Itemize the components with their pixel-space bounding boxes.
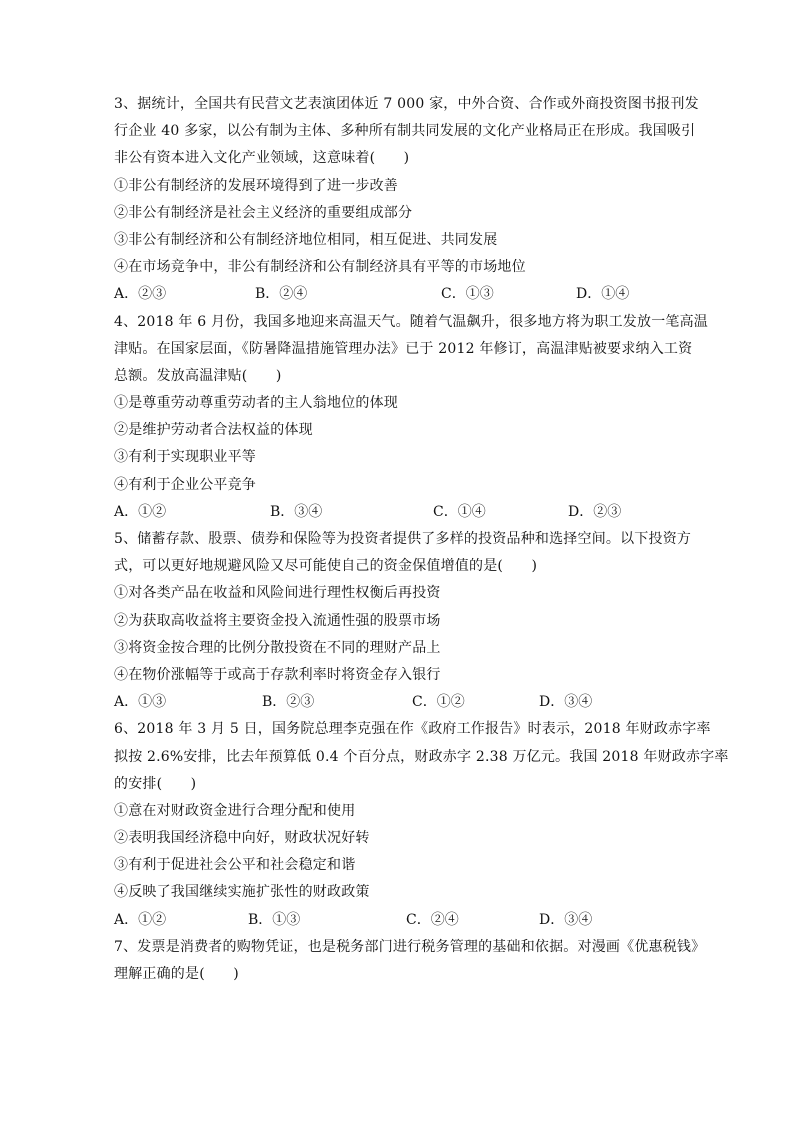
statement-item: ③将资金按合理的比例分散投资在不同的理财产品上: [114, 639, 441, 656]
statement-item: ③有利于实现职业平等: [114, 449, 256, 466]
option-d: D．③④: [539, 911, 593, 928]
statement-item: ④有利于企业公平竞争: [114, 476, 256, 493]
statement-item: ①是尊重劳动尊重劳动者的主人翁地位的体现: [114, 395, 398, 412]
statement-item: ③有利于促进社会公平和社会稳定和谐: [114, 857, 356, 874]
question-stem-line: 式，可以更好地规避风险又尽可能使自己的资金保值增值的是( ): [114, 558, 538, 575]
option-a: A．①②: [114, 911, 167, 928]
option-a: A．②③: [114, 286, 167, 303]
option-c: C．②④: [406, 911, 459, 928]
statement-item: ②表明我国经济稳中向好，财政状况好转: [114, 830, 370, 847]
question-4: [114, 309, 708, 527]
option-a: A．①③: [114, 694, 167, 711]
option-d: D．②③: [568, 503, 622, 520]
statement-item: ④在市场竞争中，非公有制经济和公有制经济具有平等的市场地位: [114, 259, 526, 276]
question-stem-line: 5、储蓄存款、股票、债券和保险等为投资者提供了多样的投资品种和选择空间。以下投资方: [114, 531, 692, 547]
option-b: B．②③: [262, 694, 315, 711]
question-3: [114, 91, 699, 309]
question-stem-line: 总额。发放高温津贴( ): [114, 367, 282, 384]
option-c: C．①④: [433, 503, 486, 520]
option-b: B．②④: [255, 286, 308, 303]
option-c: C．①③: [441, 286, 494, 303]
question-stem-line: 行企业 40 多家，以公有制为主体、多种所有制共同发展的文化产业格局正在形成。我国吸引: [114, 123, 696, 140]
statement-item: ④在物价涨幅等于或高于存款利率时将资金存入银行: [114, 666, 441, 683]
question-stem-line: 4、2018 年 6 月份，我国多地迎来高温天气。随着气温飙升，很多地方将为职工发放一笔高温: [114, 313, 708, 330]
statement-item: ②非公有制经济是社会主义经济的重要组成部分: [114, 204, 413, 221]
option-c: C．①②: [412, 694, 465, 711]
question-5: [114, 526, 694, 716]
option-a: A．①②: [114, 503, 167, 520]
statement-item: ②是维护劳动者合法权益的体现: [114, 422, 313, 439]
statement-item: ③非公有制经济和公有制经济地位相同，相互促进、共同发展: [114, 231, 498, 248]
option-d: D．③④: [539, 694, 593, 711]
option-b: B．③④: [270, 503, 323, 520]
option-b: B．①③: [248, 911, 301, 928]
question-stem-line: 的安排( ): [114, 775, 197, 792]
answer-options: [114, 689, 694, 716]
statement-item: ④反映了我国继续实施扩张性的财政政策: [114, 884, 370, 901]
question-stem-line: 6、2018 年 3 月 5 日，国务院总理李克强在作《政府工作报告》时表示，2018 年财政赤字率: [114, 721, 711, 738]
question-stem-line: 7、发票是消费者的购物凭证，也是税务部门进行税务管理的基础和依据。对漫画《优惠税钱》: [114, 938, 706, 955]
question-stem-line: 津贴。在国家层面，《防暑降温措施管理办法》已于 2012 年修订，高温津贴被要求纳入工资: [114, 340, 693, 357]
question-stem-line: 理解正确的是( ): [114, 966, 239, 982]
question-stem-line: 3、据统计，全国共有民营文艺表演团体近 7 000 家，中外合资、合作或外商投资图书报刊发: [114, 96, 699, 112]
question-stem-line: 拟按 2.6%安排，比去年预算低 0.4 个百分点，财政赤字 2.38 万亿元。我国 2018 年财政赤字率: [114, 748, 729, 765]
question-stem-line: 非公有资本进入文化产业领域，这意味着( ): [114, 150, 410, 167]
question-list: [114, 91, 729, 988]
answer-options: [114, 499, 694, 526]
answer-options: [114, 281, 694, 308]
statement-item: ①意在对财政资金进行合理分配和使用: [114, 802, 356, 819]
question-6: [114, 716, 729, 934]
statement-item: ②为获取高收益将主要资金投入流通性强的股票市场: [114, 612, 441, 629]
option-d: D．①④: [576, 286, 630, 303]
statement-item: ①对各类产品在收益和风险间进行理性权衡后再投资: [114, 585, 441, 602]
answer-options: [114, 907, 694, 934]
statement-item: ①非公有制经济的发展环境得到了进一步改善: [114, 177, 398, 194]
question-7: [114, 934, 706, 988]
